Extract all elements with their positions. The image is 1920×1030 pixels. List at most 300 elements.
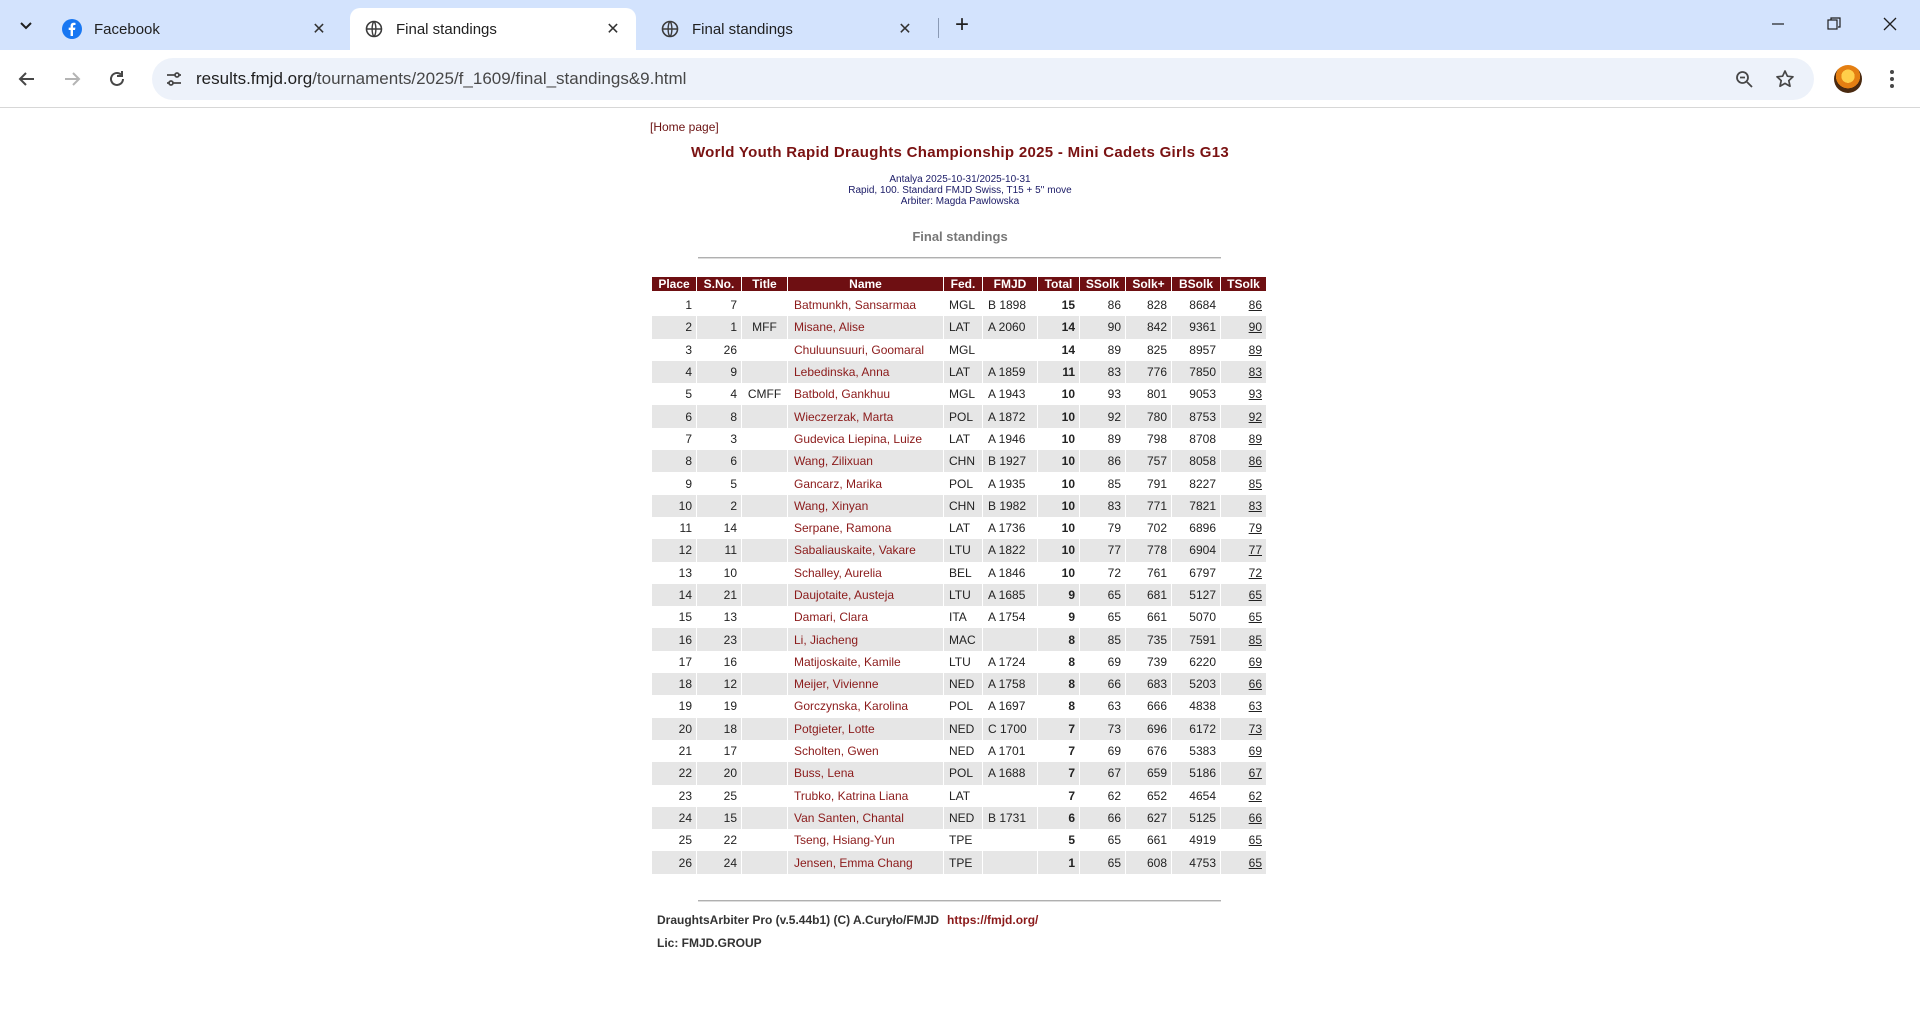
player-name-link[interactable]: Meijer, Vivienne xyxy=(788,673,943,695)
federation-cell: LAT xyxy=(944,428,982,450)
place-cell: 23 xyxy=(652,785,696,807)
place-cell: 24 xyxy=(652,807,696,829)
table-row xyxy=(652,562,1266,584)
place-cell: 2 xyxy=(652,316,696,338)
tsolk-link[interactable]: 69 xyxy=(1221,651,1266,673)
player-name-link[interactable]: Lebedinska, Anna xyxy=(788,361,943,383)
player-name-link[interactable]: Batmunkh, Sansarmaa xyxy=(788,294,943,316)
table-row xyxy=(652,539,1266,561)
rating-cell: C 1700 xyxy=(983,718,1037,740)
place-cell: 20 xyxy=(652,718,696,740)
title-cell xyxy=(742,495,787,517)
place-cell: 16 xyxy=(652,628,696,650)
player-name-link[interactable]: Jensen, Emma Chang xyxy=(788,851,943,873)
total-cell: 1 xyxy=(1038,851,1079,873)
bsolk-cell: 6220 xyxy=(1172,651,1220,673)
bsolk-cell: 5127 xyxy=(1172,584,1220,606)
total-cell: 8 xyxy=(1038,673,1079,695)
sno-cell: 25 xyxy=(697,785,741,807)
header-solk-plus[interactable]: Solk+ xyxy=(1126,277,1171,294)
sno-cell: 13 xyxy=(697,606,741,628)
tsolk-link[interactable]: 65 xyxy=(1221,606,1266,628)
solk-plus-cell: 661 xyxy=(1126,606,1171,628)
ssolk-cell: 69 xyxy=(1080,651,1125,673)
bsolk-cell: 6904 xyxy=(1172,539,1220,561)
player-name-link[interactable]: Potgieter, Lotte xyxy=(788,718,943,740)
title-cell xyxy=(742,651,787,673)
tsolk-link[interactable]: 67 xyxy=(1221,762,1266,784)
federation-cell: NED xyxy=(944,807,982,829)
solk-plus-cell: 825 xyxy=(1126,339,1171,361)
sno-cell: 22 xyxy=(697,829,741,851)
tab-strip xyxy=(0,0,1920,50)
restore-button[interactable] xyxy=(1806,0,1862,48)
ssolk-cell: 67 xyxy=(1080,762,1125,784)
bsolk-cell: 4919 xyxy=(1172,829,1220,851)
bsolk-cell: 8058 xyxy=(1172,450,1220,472)
fmjd-link[interactable]: https://fmjd.org/ xyxy=(947,913,1039,927)
player-name-link[interactable]: Scholten, Gwen xyxy=(788,740,943,762)
close-tab-icon[interactable]: ✕ xyxy=(312,21,326,38)
table-row xyxy=(652,606,1266,628)
table-row xyxy=(652,316,1266,338)
federation-cell: POL xyxy=(944,472,982,494)
ssolk-cell: 65 xyxy=(1080,829,1125,851)
profile-avatar[interactable] xyxy=(1834,65,1862,93)
total-cell: 10 xyxy=(1038,517,1079,539)
rating-cell: B 1898 xyxy=(983,294,1037,316)
total-cell: 10 xyxy=(1038,495,1079,517)
ssolk-cell: 69 xyxy=(1080,740,1125,762)
sno-cell: 7 xyxy=(697,294,741,316)
table-row xyxy=(652,405,1266,427)
solk-plus-cell: 776 xyxy=(1126,361,1171,383)
title-cell xyxy=(742,807,787,829)
bsolk-cell: 8957 xyxy=(1172,339,1220,361)
tsolk-link[interactable]: 86 xyxy=(1221,294,1266,316)
tsolk-link[interactable]: 79 xyxy=(1221,517,1266,539)
rating-cell: A 1822 xyxy=(983,539,1037,561)
tsolk-link[interactable]: 90 xyxy=(1221,316,1266,338)
place-cell: 14 xyxy=(652,584,696,606)
title-cell: MFF xyxy=(742,316,787,338)
total-cell: 7 xyxy=(1038,785,1079,807)
place-cell: 26 xyxy=(652,851,696,873)
title-cell xyxy=(742,294,787,316)
title-cell xyxy=(742,472,787,494)
tsolk-link[interactable]: 65 xyxy=(1221,584,1266,606)
browser-menu-button[interactable] xyxy=(1880,64,1904,94)
solk-plus-cell: 666 xyxy=(1126,695,1171,717)
footer-software-text: DraughtsArbiter Pro (v.5.44b1) (C) A.Curyło/FMJD xyxy=(657,913,940,927)
tab-title: Facebook xyxy=(94,20,160,38)
rating-cell: A 1758 xyxy=(983,673,1037,695)
header-fmjd[interactable]: FMJD xyxy=(983,277,1037,294)
site-info-icon[interactable] xyxy=(162,67,186,91)
rating-cell: A 1688 xyxy=(983,762,1037,784)
header-sno[interactable]: S.No. xyxy=(697,277,741,294)
place-cell: 12 xyxy=(652,539,696,561)
tsolk-link[interactable]: 62 xyxy=(1221,785,1266,807)
ssolk-cell: 92 xyxy=(1080,405,1125,427)
player-name-link[interactable]: Daujotaite, Austeja xyxy=(788,584,943,606)
bookmark-star-icon[interactable] xyxy=(1773,67,1797,91)
table-row xyxy=(652,294,1266,316)
tsolk-link[interactable]: 83 xyxy=(1221,361,1266,383)
header-title[interactable]: Title xyxy=(742,277,787,294)
sno-cell: 20 xyxy=(697,762,741,784)
globe-icon xyxy=(660,19,680,39)
sno-cell: 16 xyxy=(697,651,741,673)
solk-plus-cell: 828 xyxy=(1126,294,1171,316)
table-row xyxy=(652,673,1266,695)
tsolk-link[interactable]: 92 xyxy=(1221,405,1266,427)
url-text[interactable] xyxy=(196,69,686,89)
title-cell xyxy=(742,606,787,628)
place-cell: 8 xyxy=(652,450,696,472)
bsolk-cell: 9361 xyxy=(1172,316,1220,338)
federation-cell: LTU xyxy=(944,651,982,673)
place-cell: 10 xyxy=(652,495,696,517)
header-fed[interactable]: Fed. xyxy=(944,277,982,294)
rating-cell xyxy=(983,785,1037,807)
player-name-link[interactable]: Serpane, Ramona xyxy=(788,517,943,539)
table-row xyxy=(652,495,1266,517)
player-name-link[interactable]: Schalley, Aurelia xyxy=(788,562,943,584)
url-host: results.fmjd.org xyxy=(196,69,313,88)
sno-cell: 17 xyxy=(697,740,741,762)
sno-cell: 4 xyxy=(697,383,741,405)
tsolk-link[interactable]: 89 xyxy=(1221,339,1266,361)
player-name-link[interactable]: Li, Jiacheng xyxy=(788,628,943,650)
table-row xyxy=(652,628,1266,650)
federation-cell: POL xyxy=(944,405,982,427)
sno-cell: 10 xyxy=(697,562,741,584)
solk-plus-cell: 652 xyxy=(1126,785,1171,807)
solk-plus-cell: 798 xyxy=(1126,428,1171,450)
sno-cell: 8 xyxy=(697,405,741,427)
table-row xyxy=(652,785,1266,807)
page-title: World Youth Rapid Draughts Championship 2025 - Mini Cadets Girls G13 xyxy=(691,144,1229,161)
sno-cell: 19 xyxy=(697,695,741,717)
player-name-link[interactable]: Wang, Xinyan xyxy=(788,495,943,517)
more-vert-icon xyxy=(1889,69,1895,89)
player-name-link[interactable]: Matijoskaite, Kamile xyxy=(788,651,943,673)
sno-cell: 14 xyxy=(697,517,741,539)
tsolk-link[interactable]: 85 xyxy=(1221,472,1266,494)
title-cell: CMFF xyxy=(742,383,787,405)
table-row xyxy=(652,517,1266,539)
solk-plus-cell: 778 xyxy=(1126,539,1171,561)
rating-cell: A 1935 xyxy=(983,472,1037,494)
solk-plus-cell: 739 xyxy=(1126,651,1171,673)
forward-button[interactable] xyxy=(57,64,87,94)
tsolk-link[interactable]: 85 xyxy=(1221,628,1266,650)
bsolk-cell: 4654 xyxy=(1172,785,1220,807)
rating-cell: A 1859 xyxy=(983,361,1037,383)
title-cell xyxy=(742,517,787,539)
place-cell: 7 xyxy=(652,428,696,450)
rating-cell: A 1701 xyxy=(983,740,1037,762)
player-name-link[interactable]: Van Santen, Chantal xyxy=(788,807,943,829)
tab-search-button[interactable] xyxy=(12,11,40,39)
solk-plus-cell: 842 xyxy=(1126,316,1171,338)
globe-icon xyxy=(364,19,384,39)
title-cell xyxy=(742,428,787,450)
solk-plus-cell: 780 xyxy=(1126,405,1171,427)
rating-cell: A 1724 xyxy=(983,651,1037,673)
tsolk-link[interactable]: 65 xyxy=(1221,829,1266,851)
tab-final-standings[interactable] xyxy=(646,8,928,50)
tab-facebook[interactable] xyxy=(48,8,342,50)
federation-cell: MGL xyxy=(944,383,982,405)
header-ssolk[interactable]: SSolk xyxy=(1080,277,1125,294)
total-cell: 9 xyxy=(1038,584,1079,606)
rating-cell: B 1731 xyxy=(983,807,1037,829)
facebook-icon xyxy=(62,19,82,39)
rating-cell xyxy=(983,339,1037,361)
rating-cell xyxy=(983,829,1037,851)
rating-cell: B 1982 xyxy=(983,495,1037,517)
address-bar[interactable] xyxy=(152,58,1814,100)
place-cell: 6 xyxy=(652,405,696,427)
sno-cell: 5 xyxy=(697,472,741,494)
bsolk-cell: 9053 xyxy=(1172,383,1220,405)
tab-title: Final standings xyxy=(396,20,497,38)
federation-cell: LTU xyxy=(944,539,982,561)
federation-cell: MGL xyxy=(944,294,982,316)
chevron-down-icon xyxy=(19,18,33,32)
table-row xyxy=(652,472,1266,494)
bsolk-cell: 7850 xyxy=(1172,361,1220,383)
tsolk-link[interactable]: 89 xyxy=(1221,428,1266,450)
federation-cell: LAT xyxy=(944,316,982,338)
solk-plus-cell: 801 xyxy=(1126,383,1171,405)
total-cell: 10 xyxy=(1038,428,1079,450)
title-cell xyxy=(742,740,787,762)
arrow-right-icon xyxy=(62,69,82,89)
table-row xyxy=(652,851,1266,873)
tsolk-link[interactable]: 86 xyxy=(1221,450,1266,472)
ssolk-cell: 65 xyxy=(1080,606,1125,628)
title-cell xyxy=(742,584,787,606)
bsolk-cell: 8708 xyxy=(1172,428,1220,450)
total-cell: 10 xyxy=(1038,562,1079,584)
place-cell: 1 xyxy=(652,294,696,316)
restore-icon xyxy=(1827,17,1841,31)
federation-cell: ITA xyxy=(944,606,982,628)
ssolk-cell: 79 xyxy=(1080,517,1125,539)
bsolk-cell: 5383 xyxy=(1172,740,1220,762)
tsolk-link[interactable]: 83 xyxy=(1221,495,1266,517)
close-window-button[interactable] xyxy=(1862,0,1918,48)
rating-cell: A 1754 xyxy=(983,606,1037,628)
player-name-link[interactable]: Trubko, Katrina Liana xyxy=(788,785,943,807)
tsolk-link[interactable]: 73 xyxy=(1221,718,1266,740)
title-cell xyxy=(742,562,787,584)
footer-license: Lic: FMJD.GROUP xyxy=(657,936,762,950)
ssolk-cell: 85 xyxy=(1080,628,1125,650)
place-cell: 4 xyxy=(652,361,696,383)
header-place[interactable]: Place xyxy=(652,277,696,294)
table-row xyxy=(652,718,1266,740)
title-cell xyxy=(742,450,787,472)
place-cell: 13 xyxy=(652,562,696,584)
solk-plus-cell: 702 xyxy=(1126,517,1171,539)
player-name-link[interactable]: Tseng, Hsiang-Yun xyxy=(788,829,943,851)
footer-software xyxy=(657,913,1038,927)
bsolk-cell: 6797 xyxy=(1172,562,1220,584)
bsolk-cell: 5186 xyxy=(1172,762,1220,784)
ssolk-cell: 66 xyxy=(1080,807,1125,829)
total-cell: 10 xyxy=(1038,539,1079,561)
total-cell: 6 xyxy=(1038,807,1079,829)
ssolk-cell: 63 xyxy=(1080,695,1125,717)
total-cell: 14 xyxy=(1038,339,1079,361)
title-cell xyxy=(742,673,787,695)
arrow-left-icon xyxy=(17,69,37,89)
sno-cell: 3 xyxy=(697,428,741,450)
total-cell: 9 xyxy=(1038,606,1079,628)
ssolk-cell: 83 xyxy=(1080,361,1125,383)
home-page-anchor[interactable]: [Home page] xyxy=(650,120,719,134)
total-cell: 8 xyxy=(1038,628,1079,650)
tsolk-link[interactable]: 93 xyxy=(1221,383,1266,405)
sno-cell: 2 xyxy=(697,495,741,517)
table-row xyxy=(652,762,1266,784)
federation-cell: NED xyxy=(944,740,982,762)
close-tab-icon[interactable]: ✕ xyxy=(898,21,912,38)
place-cell: 15 xyxy=(652,606,696,628)
federation-cell: MAC xyxy=(944,628,982,650)
player-name-link[interactable]: Wieczerzak, Marta xyxy=(788,405,943,427)
minimize-button[interactable] xyxy=(1750,0,1806,48)
table-row xyxy=(652,740,1266,762)
player-name-link[interactable]: Wang, Zilixuan xyxy=(788,450,943,472)
home-page-link[interactable] xyxy=(650,120,719,134)
rating-cell xyxy=(983,628,1037,650)
title-cell xyxy=(742,405,787,427)
total-cell: 14 xyxy=(1038,316,1079,338)
bsolk-cell: 8753 xyxy=(1172,405,1220,427)
federation-cell: LAT xyxy=(944,361,982,383)
zoom-icon[interactable] xyxy=(1732,67,1756,91)
sno-cell: 6 xyxy=(697,450,741,472)
player-name-link[interactable]: Gancarz, Marika xyxy=(788,472,943,494)
ssolk-cell: 83 xyxy=(1080,495,1125,517)
player-name-link[interactable]: Misane, Alise xyxy=(788,316,943,338)
tsolk-link[interactable]: 66 xyxy=(1221,673,1266,695)
total-cell: 7 xyxy=(1038,740,1079,762)
standings-table xyxy=(651,277,1267,874)
tab-separator xyxy=(938,18,939,38)
url-path: /tournaments/2025/f_1609/final_standings&9.html xyxy=(312,69,687,88)
player-name-link[interactable]: Batbold, Gankhuu xyxy=(788,383,943,405)
info-arbiter: Arbiter: Magda Pawlowska xyxy=(900,196,1020,207)
player-name-link[interactable]: Gorczynska, Karolina xyxy=(788,695,943,717)
solk-plus-cell: 681 xyxy=(1126,584,1171,606)
reload-button[interactable] xyxy=(102,64,132,94)
ssolk-cell: 73 xyxy=(1080,718,1125,740)
place-cell: 17 xyxy=(652,651,696,673)
player-name-link[interactable]: Gudevica Liepina, Luize xyxy=(788,428,943,450)
header-tsolk[interactable]: TSolk xyxy=(1221,277,1266,294)
new-tab-button[interactable] xyxy=(948,11,976,39)
back-button[interactable] xyxy=(12,64,42,94)
ssolk-cell: 72 xyxy=(1080,562,1125,584)
tsolk-link[interactable]: 65 xyxy=(1221,851,1266,873)
header-total[interactable]: Total xyxy=(1038,277,1079,294)
tab-final-standings-active[interactable] xyxy=(350,8,636,50)
bsolk-cell: 7821 xyxy=(1172,495,1220,517)
solk-plus-cell: 761 xyxy=(1126,562,1171,584)
table-row xyxy=(652,339,1266,361)
sno-cell: 1 xyxy=(697,316,741,338)
player-name-link[interactable]: Damari, Clara xyxy=(788,606,943,628)
federation-cell: CHN xyxy=(944,450,982,472)
tsolk-link[interactable]: 69 xyxy=(1221,740,1266,762)
sno-cell: 26 xyxy=(697,339,741,361)
place-cell: 22 xyxy=(652,762,696,784)
solk-plus-cell: 661 xyxy=(1126,829,1171,851)
header-name[interactable]: Name xyxy=(788,277,943,294)
browser-toolbar xyxy=(0,50,1920,108)
rating-cell: A 1946 xyxy=(983,428,1037,450)
title-cell xyxy=(742,762,787,784)
sno-cell: 21 xyxy=(697,584,741,606)
close-icon xyxy=(1883,17,1897,31)
tsolk-link[interactable]: 77 xyxy=(1221,539,1266,561)
rating-cell xyxy=(983,851,1037,873)
title-cell xyxy=(742,718,787,740)
table-row xyxy=(652,361,1266,383)
player-name-link[interactable]: Chuluunsuuri, Goomaral xyxy=(788,339,943,361)
tsolk-link[interactable]: 66 xyxy=(1221,807,1266,829)
title-cell xyxy=(742,785,787,807)
solk-plus-cell: 659 xyxy=(1126,762,1171,784)
rating-cell: A 1685 xyxy=(983,584,1037,606)
tab-title: Final standings xyxy=(692,20,793,38)
rating-cell: A 2060 xyxy=(983,316,1037,338)
sno-cell: 15 xyxy=(697,807,741,829)
place-cell: 19 xyxy=(652,695,696,717)
ssolk-cell: 85 xyxy=(1080,472,1125,494)
ssolk-cell: 89 xyxy=(1080,339,1125,361)
table-row xyxy=(652,651,1266,673)
title-cell xyxy=(742,361,787,383)
rating-cell: A 1872 xyxy=(983,405,1037,427)
close-tab-icon[interactable]: ✕ xyxy=(606,21,620,38)
player-name-link[interactable]: Buss, Lena xyxy=(788,762,943,784)
total-cell: 10 xyxy=(1038,450,1079,472)
player-name-link[interactable]: Sabaliauskaite, Vakare xyxy=(788,539,943,561)
ssolk-cell: 93 xyxy=(1080,383,1125,405)
bsolk-cell: 8684 xyxy=(1172,294,1220,316)
rating-cell: A 1736 xyxy=(983,517,1037,539)
plus-icon: + xyxy=(954,11,969,38)
ssolk-cell: 65 xyxy=(1080,584,1125,606)
title-cell xyxy=(742,829,787,851)
tsolk-link[interactable]: 72 xyxy=(1221,562,1266,584)
solk-plus-cell: 676 xyxy=(1126,740,1171,762)
ssolk-cell: 62 xyxy=(1080,785,1125,807)
sno-cell: 9 xyxy=(697,361,741,383)
header-bsolk[interactable]: BSolk xyxy=(1172,277,1220,294)
standings-header-row xyxy=(652,277,1266,294)
solk-plus-cell: 608 xyxy=(1126,851,1171,873)
tsolk-link[interactable]: 63 xyxy=(1221,695,1266,717)
total-cell: 10 xyxy=(1038,472,1079,494)
